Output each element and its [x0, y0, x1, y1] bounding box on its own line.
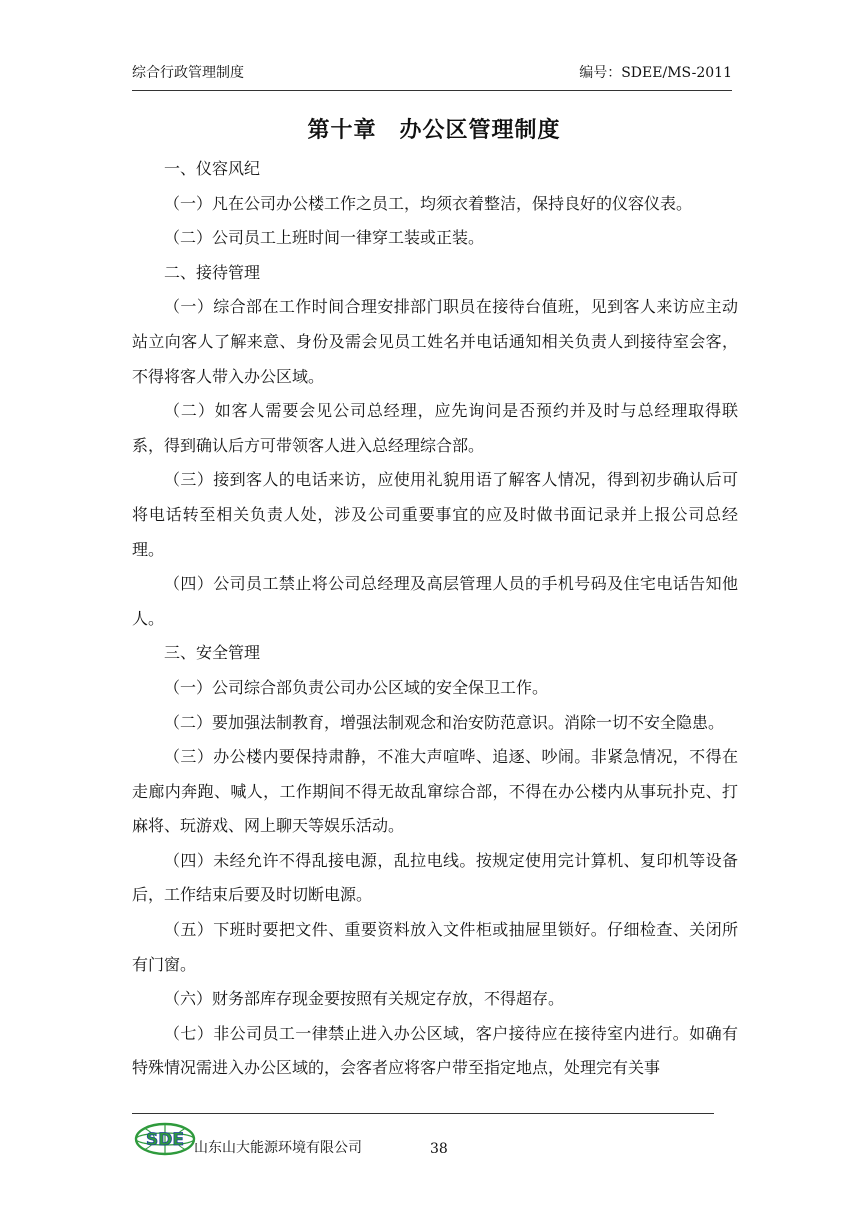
header-doc-number: 编号：SDEE/MS-2011: [579, 65, 732, 81]
paragraph: （三）办公楼内要保持肃静，不准大声喧哗、追逐、吵闹。非紧急情况，不得在走廊内奔跑、喊人，工作期间不得无故乱窜综合部，不得在办公楼内从事玩扑克、打麻将、玩游戏、网上聊天等娱乐活动。: [132, 747, 738, 836]
paragraph: （一）凡在公司办公楼工作之员工，均须衣着整洁，保持良好的仪容仪表。: [164, 193, 693, 213]
header-doc-title: 综合行政管理制度: [132, 65, 244, 81]
footer-divider: [132, 1113, 714, 1114]
document-body: [132, 152, 738, 1086]
chapter-title: 第十章 办公区管理制度: [307, 118, 561, 143]
footer-company-name: 山东山大能源环境有限公司: [194, 1140, 362, 1156]
paragraph: （二）公司员工上班时间一律穿工装或正装。: [164, 228, 485, 248]
paragraph: （二）要加强法制教育，增强法制观念和治安防范意识。消除一切不安全隐患。: [164, 712, 725, 732]
page-number: 38: [430, 1141, 448, 1157]
section-heading: 一、仪容风纪: [164, 159, 261, 178]
paragraph: （四）公司员工禁止将公司总经理及高层管理人员的手机号码及住宅电话告知他人。: [132, 574, 738, 628]
page-header: [132, 62, 732, 86]
company-logo-icon: [134, 1122, 196, 1156]
paragraph: （三）接到客人的电话来访，应使用礼貌用语了解客人情况，得到初步确认后可将电话转至相关负责人处，涉及公司重要事宜的应及时做书面记录并上报公司总经理。: [132, 470, 738, 559]
paragraph: （四）未经允许不得乱接电源，乱拉电线。按规定使用完计算机、复印机等设备后，工作结束后要及时切断电源。: [132, 850, 738, 905]
paragraph: （五）下班时要把文件、重要资料放入文件柜或抽屉里锁好。仔细检查、关闭所有门窗。: [132, 920, 738, 974]
section-heading: 二、接待管理: [164, 262, 261, 282]
header-divider: [132, 90, 732, 91]
paragraph: （二）如客人需要会见公司总经理，应先询问是否预约并及时与总经理取得联系，得到确认后方可带领客人进入总经理综合部。: [132, 401, 738, 455]
paragraph: （七）非公司员工一律禁止进入办公区域，客户接待应在接待室内进行。如确有特殊情况需进入办公区域的，会客者应将客户带至指定地点，处理完有关事: [132, 1023, 738, 1078]
paragraph: （一）综合部在工作时间合理安排部门职员在接待台值班，见到客人来访应主动站立向客人了解来意、身份及需会见员工姓名并电话通知相关负责人到接待室会客，不得将客人带入办公区域。: [132, 297, 738, 386]
paragraph: （一）公司综合部负责公司办公区域的安全保卫工作。: [164, 677, 549, 697]
paragraph: （六）财务部库存现金要按照有关规定存放，不得超存。: [164, 989, 565, 1009]
section-heading: 三、安全管理: [164, 643, 261, 663]
svg-text:SDE: SDE: [146, 1130, 184, 1150]
